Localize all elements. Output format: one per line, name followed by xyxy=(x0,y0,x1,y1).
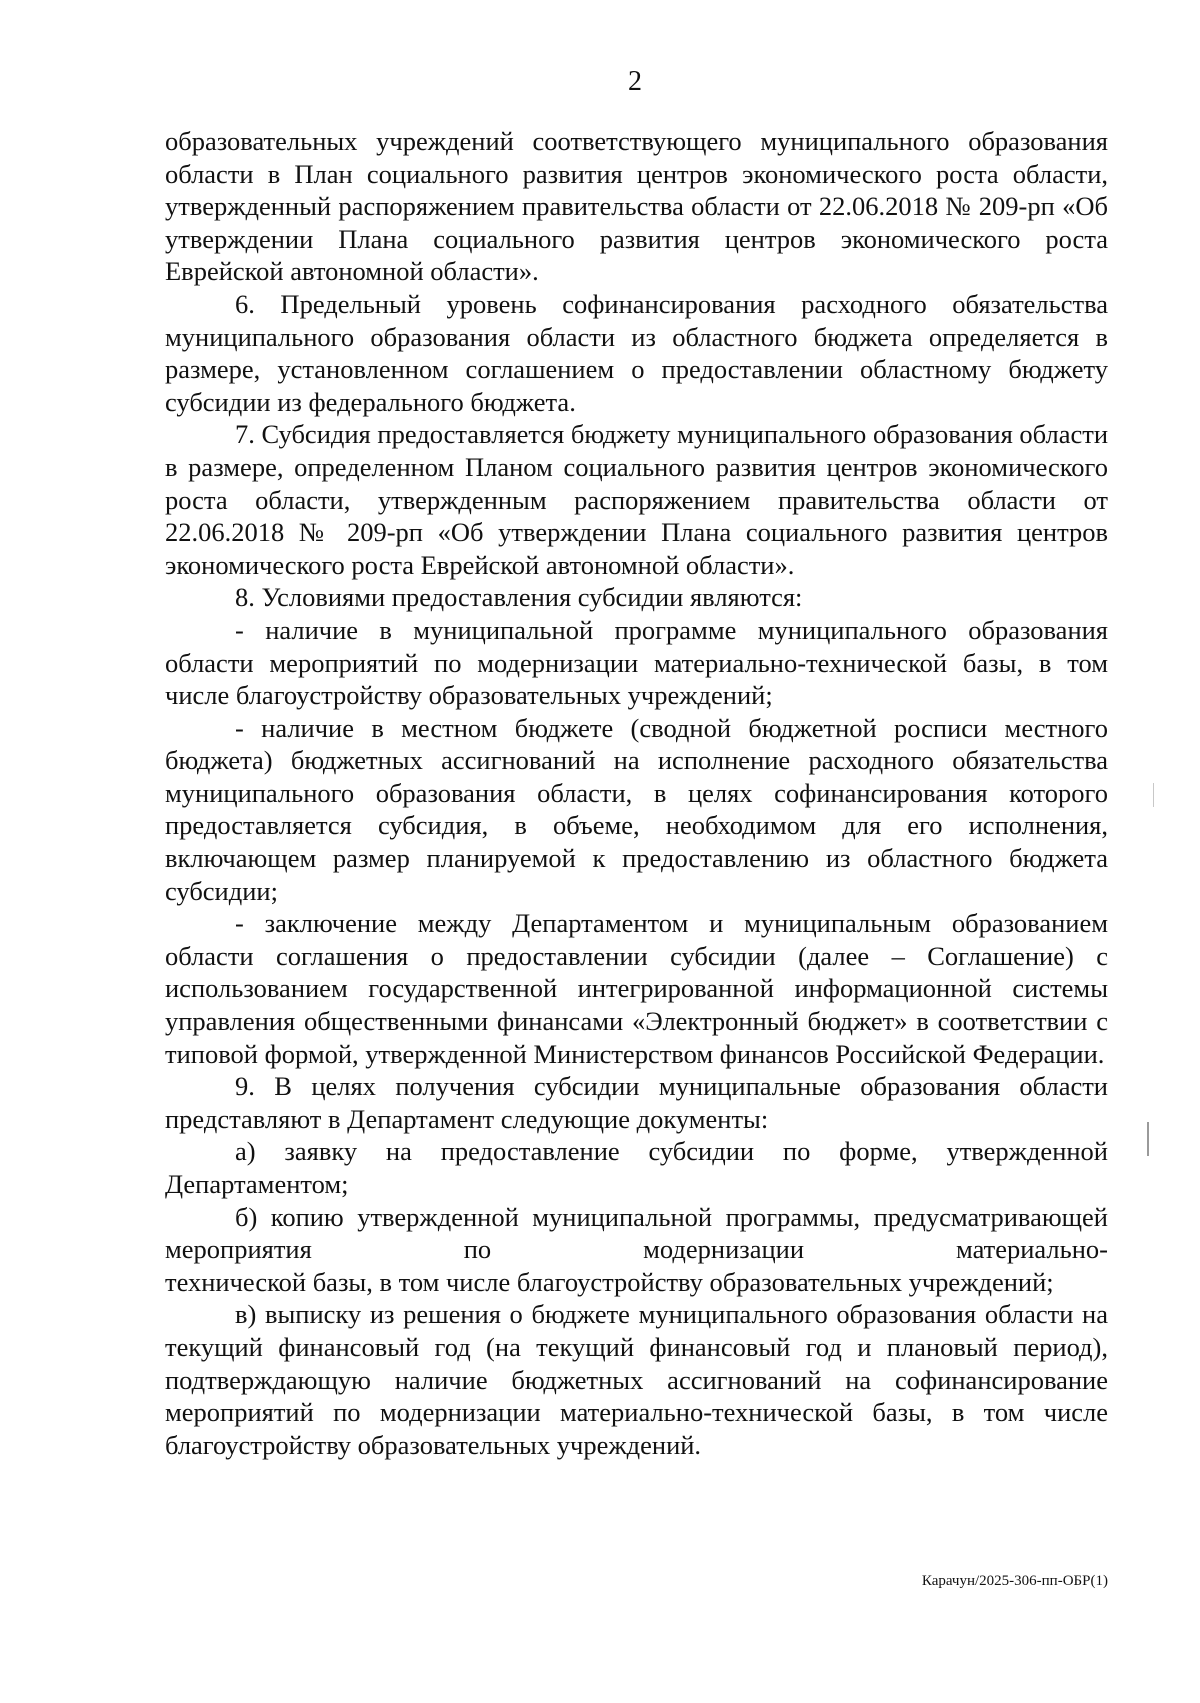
scan-artifact-mark xyxy=(1153,783,1154,807)
document-item-a: а) заявку на предоставление субсидии по форме, утвержденной Департаментом; xyxy=(165,1136,1108,1199)
document-item-b: б) копию утвержденной муниципальной программы, предусматривающей мероприятия по модернизации материально- xyxy=(165,1201,1108,1265)
paragraph-continuation: образовательных учреждений соответствующего муниципального образования области в План социального развития центров экономического роста области, утвержденный распоряжением правительства области от 22.06.2018 № 209-рп «Об утверждении Плана социального развития центров экономического роста Еврейской автономной области». xyxy=(165,126,1108,287)
footer-document-code: Карачун/2025-306-пп-ОБР(1) xyxy=(921,1573,1108,1589)
paragraph-item-6: 6. Предельный уровень софинансирования расходного обязательства муниципального образования области из областного бюджета определяется в размере, установленном соглашением о предоставлении областному бюджету субсидии из федерального бюджета. xyxy=(165,288,1108,417)
paragraph-item-9: 9. В целях получения субсидии муниципальные образования области представляют в Департамент следующие документы: xyxy=(165,1071,1108,1134)
paragraph-item-8: 8. Условиями предоставления субсидии являются: xyxy=(235,582,803,613)
document-item-b-continuation: технической базы, в том числе благоустройству образовательных учреждений; xyxy=(165,1266,1054,1297)
scan-artifact-mark xyxy=(1147,1122,1149,1156)
document-body xyxy=(165,125,1108,1461)
paragraph-item-7: 7. Субсидия предоставляется бюджету муниципального образования области в размере, определенном Планом социального развития центров экономического роста области, утвержденным распоряжением правительства области от 22.06.2018 № 209-рп «Об утверждении Плана социального развития центров экономического роста Еврейской автономной области». xyxy=(165,419,1108,580)
page-number: 2 xyxy=(628,66,642,97)
condition-budget: - наличие в местном бюджете (сводной бюджетной росписи местного бюджета) бюджетных ассигнований на исполнение расходного обязательства муниципального образования области, в целях софинансирования которого предоставляется субсидия, в объеме, необходимом для его исполнения, включающем размер планируемой к предоставлению из областного бюджета субсидии; xyxy=(165,712,1108,906)
condition-program: - наличие в муниципальной программе муниципального образования области мероприятий по модернизации материально-технической базы, в том числе благоустройству образовательных учреждений; xyxy=(165,614,1108,711)
document-item-v: в) выписку из решения о бюджете муниципального образования области на текущий финансовый год (на текущий финансовый год и плановый период), подтверждающую наличие бюджетных ассигнований на софинансирование мероприятий по модернизации материально-технической базы, в том числе благоустройству образовательных учреждений. xyxy=(165,1299,1108,1460)
condition-agreement: - заключение между Департаментом и муниципальным образованием области соглашения о предоставлении субсидии (далее – Соглашение) с использованием государственной интегрированной информационной системы управления общественными финансами «Электронный бюджет» в соответствии с типовой формой, утвержденной Министерством финансов Российской Федерации. xyxy=(165,908,1108,1069)
